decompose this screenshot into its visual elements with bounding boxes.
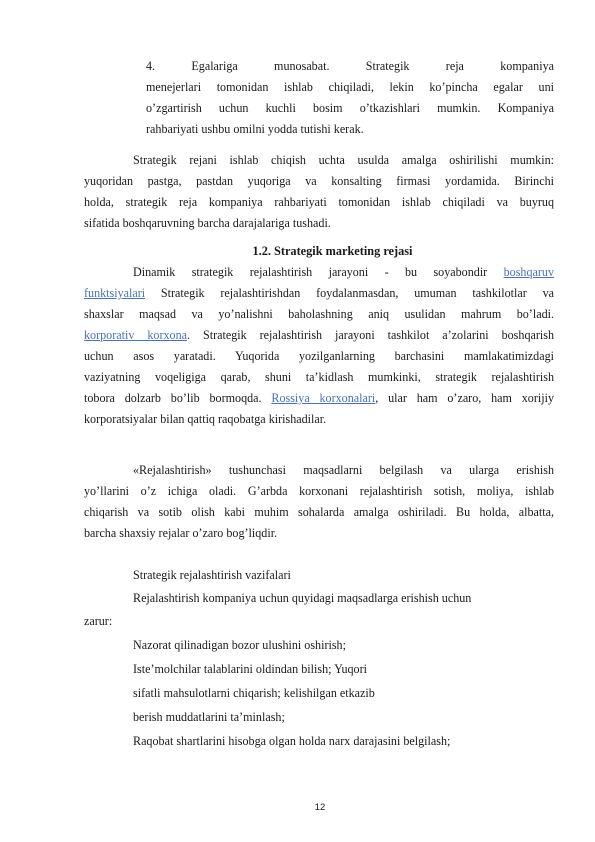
paragraph-line: holda, strategik reja kompaniya rahbariyati tomonidan ishlab chiqiladi va buyruq [84,195,554,209]
paragraph-line: korporativ korxona. Strategik rejalashtirish jarayoni tashkilot a’zolarini boshqarish [84,328,554,342]
link-funktsiyalari[interactable]: funktsiyalari [84,286,146,300]
text-line: Nazorat qilinadigan bozor ulushini oshirish; [133,638,346,652]
list-item-4-line: menejerlari tomonidan ishlab chiqiladi, lekin ko’pincha egalar uni [146,80,554,94]
text-line: Iste’molchilar talablarini oldindan bilish; Yuqori [133,662,367,676]
paragraph-line: yuqoridan pastga, pastdan yuqoriga va konsalting firmasi yordamida. Birinchi [84,174,554,188]
page-number: 12 [314,802,326,813]
paragraph-line: yo’llarini o’z ichiga oladi. G’arbda korxonani rejalashtirish sotish, moliya, ishlab [84,484,554,498]
text-line: Rejalashtirish kompaniya uchun quyidagi maqsadlarga erishish uchun [133,591,472,605]
paragraph-line: sifatida boshqaruvning barcha darajalariga tushadi. [84,216,331,230]
section-heading: 1.2. Strategik marketing rejasi [252,244,413,258]
list-item-4-line: o’zgartirish uchun kuchli bosim o’tkazishlari mumkin. Kompaniya [146,101,554,115]
list-item-4-line: 4. Egalariga munosabat. Strategik reja kompaniya [146,59,554,73]
text-line: Raqobat shartlarini hisobga olgan holda narx darajasini belgilash; [133,734,451,748]
list-item-4 [146,56,554,140]
text-line: sifatli mahsulotlarni chiqarish; kelishilgan etkazib [133,686,375,700]
text-line: zarur: [84,614,113,628]
paragraph-line: Strategik rejani ishlab chiqish uchta usulda amalga oshirilishi mumkin: [133,153,554,167]
paragraph-line: «Rejalashtirish» tushunchasi maqsadlarni belgilash va ularga erishish [133,463,554,477]
paragraph-line: tobora dolzarb bo’lib bormoqda. Rossiya korxonalari, ular ham o’zaro, ham xorijiy [84,391,554,405]
paragraph-methods [84,150,554,234]
paragraph-line: Dinamik strategik rejalashtirish jarayoni - bu soyabondir boshqaruv [133,265,554,279]
paragraph-line: barcha shaxsiy rejalar o’zaro bog’liqdir. [84,526,278,540]
subheading-tasks: Strategik rejalashtirish vazifalari [133,568,291,582]
link-rossiya-korxonalari[interactable]: Rossiya korxonalari [271,391,376,405]
paragraph-line: shaxslar maqsad va yo’nalishni baholashning aniq usulidan mahrum bo’ladi. [84,307,554,321]
link-boshqaruv[interactable]: boshqaruv [503,265,554,279]
list-item-4-line: rahbariyati ushbu omilni yodda tutishi kerak. [146,122,364,136]
paragraph-planning-concept [84,460,554,544]
text-line: berish muddatlarini ta’minlash; [133,710,285,724]
paragraph-dynamic-planning [84,262,554,430]
paragraph-line: chiqarish va sotib olish kabi muhim sohalarda amalga oshiriladi. Bu holda, albatta, [84,505,554,519]
paragraph-line: funktsiyalari Strategik rejalashtirishdan foydalanmasdan, umuman tashkilotlar va [84,286,554,300]
paragraph-line: vaziyatning voqeligiga qarab, shuni ta’kidlash mumkinki, strategik rejalashtirish [84,370,554,384]
paragraph-line: korporatsiyalar bilan qattiq raqobatga kirishadilar. [84,412,327,426]
paragraph-line: uchun asos yaratadi. Yuqorida yozilganlarning barchasini mamlakatimizdagi [84,349,554,363]
link-korporativ-korxona[interactable]: korporativ korxona [84,328,187,342]
